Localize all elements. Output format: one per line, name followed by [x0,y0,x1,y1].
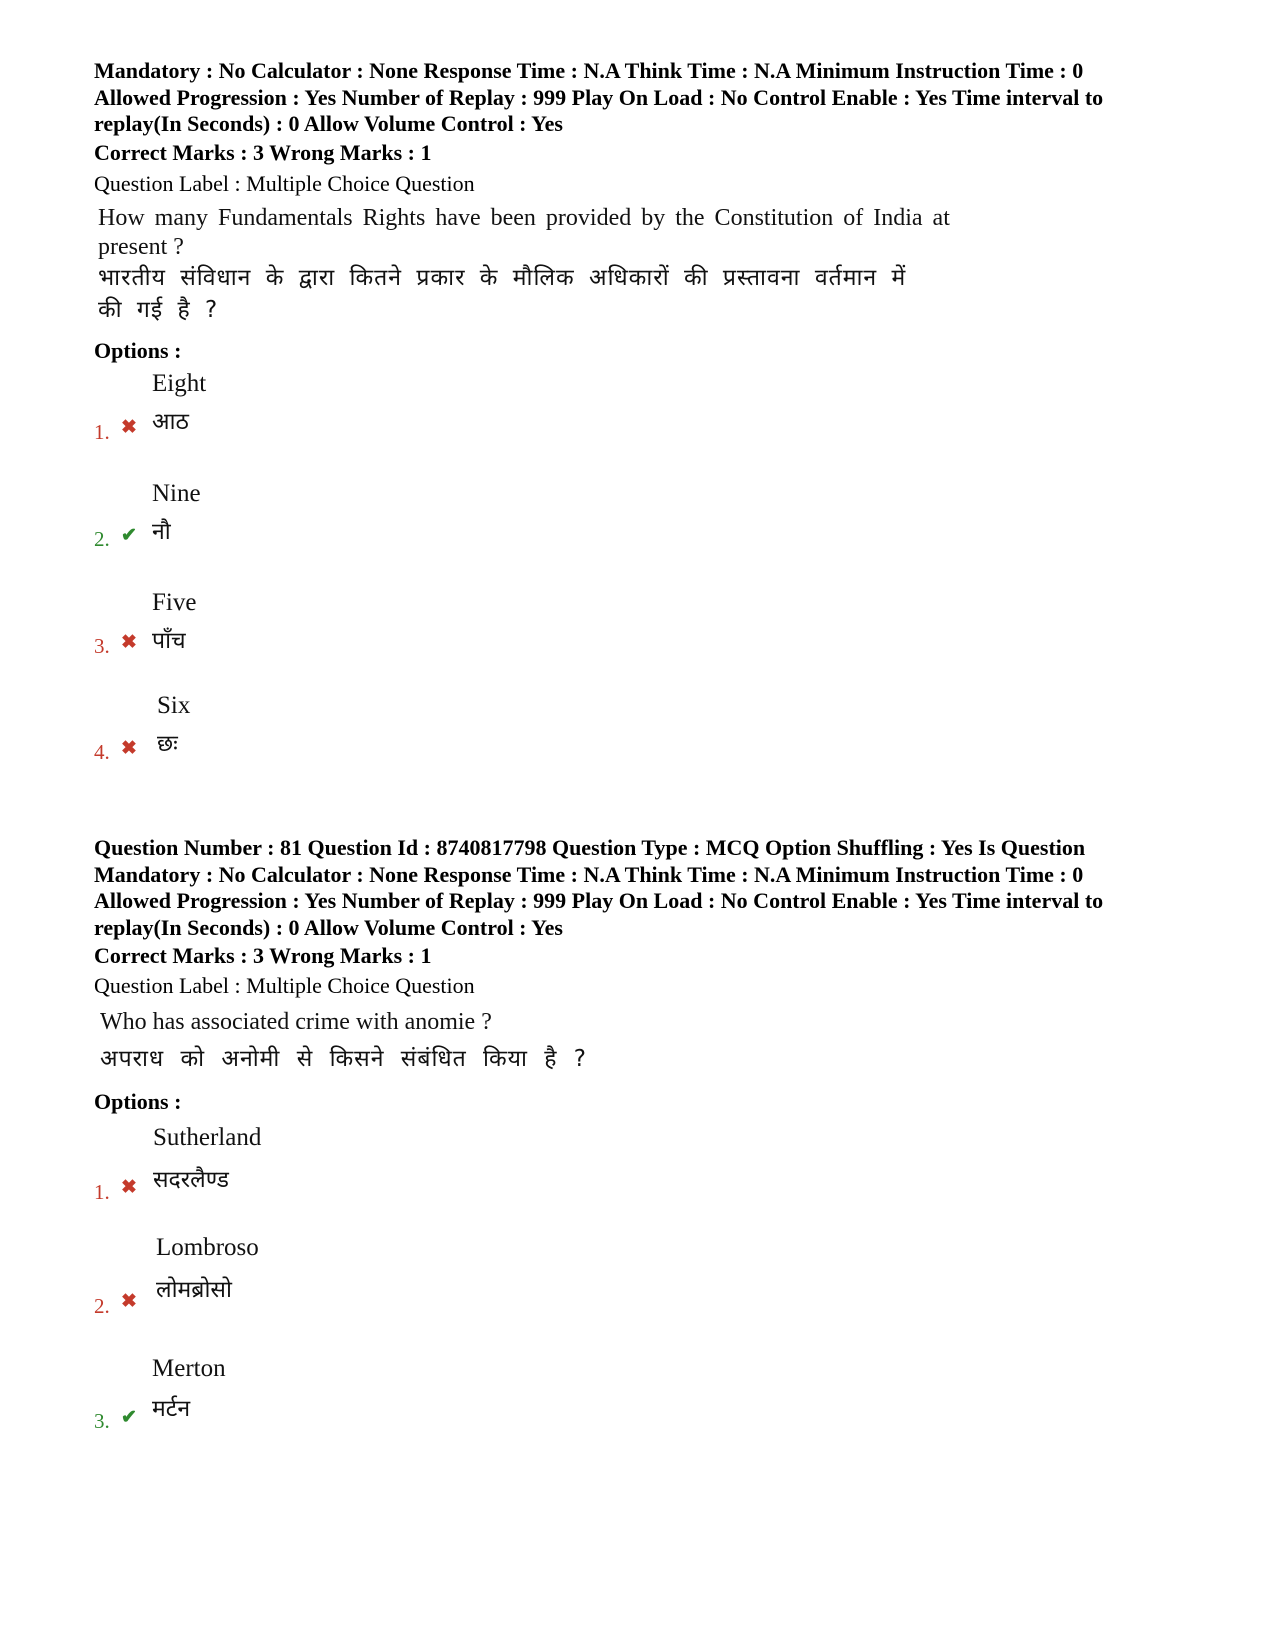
meta-line: Question Number : 81 Question Id : 8740817798 Question Type : MCQ Option Shuffling : Yes Is Question [94,835,1086,860]
question-meta [94,835,1204,941]
option-item[interactable] [94,1124,494,1214]
option-text-en: Merton [152,1355,226,1382]
check-icon: ✔ [121,1407,137,1428]
cross-icon: ✖ [121,632,137,653]
option-number: 3. [94,634,110,658]
cross-icon: ✖ [121,417,137,438]
meta-line: Mandatory : No Calculator : None Response Time : N.A Think Time : N.A Minimum Instruction Time : 0 [94,861,1084,887]
question-text [98,204,1048,325]
meta-line: Mandatory : No Calculator : None Response Time : N.A Think Time : N.A Minimum Instruction Time : 0 [94,58,1084,83]
meta-line: Allowed Progression : Yes Number of Replay : 999 Play On Load : No Control Enable : Yes Time interval to [94,84,1104,110]
option-text-en: Six [157,692,191,719]
question-text [100,1008,1050,1074]
question-text-hi: अपराध को अनोमी से किसने संबंधित किया है ? [100,1046,587,1072]
check-icon: ✔ [121,525,137,546]
option-item[interactable] [94,692,494,782]
options-heading: Options : [94,338,182,363]
option-text-hi: नौ [152,519,171,545]
meta-line: replay(In Seconds) : 0 Allow Volume Control : Yes [94,111,563,136]
question-meta [94,58,1204,138]
marks-info: Correct Marks : 3 Wrong Marks : 1 [94,140,432,165]
option-text-en: Nine [152,480,201,507]
option-item[interactable] [94,1355,494,1445]
cross-icon: ✖ [121,738,137,759]
option-item[interactable] [94,480,494,570]
cross-icon: ✖ [121,1177,137,1198]
option-item[interactable] [94,589,494,679]
meta-line: replay(In Seconds) : 0 Allow Volume Control : Yes [94,914,563,940]
question-text-en: present ? [98,234,184,260]
option-text-hi: आठ [152,409,189,435]
option-text-en: Five [152,589,197,616]
option-text-hi: पाँच [152,628,186,654]
option-item[interactable] [94,370,494,460]
option-number: 2. [94,1294,110,1318]
option-number: 1. [94,1180,110,1204]
options-heading: Options : [94,1089,182,1114]
meta-line: Allowed Progression : Yes Number of Replay : 999 Play On Load : No Control Enable : Yes Time interval to [94,888,1104,913]
question-text-hi: भारतीय संविधान के द्वारा कितने प्रकार के मौलिक अधिकारों की प्रस्तावना वर्तमान में [98,265,907,291]
option-text-hi: लोमब्रोसो [156,1277,232,1303]
option-item[interactable] [94,1234,494,1324]
option-number: 4. [94,740,110,764]
cross-icon: ✖ [121,1291,137,1312]
option-text-hi: छः [157,731,178,757]
question-text-en: Who has associated crime with anomie ? [100,1009,492,1035]
option-number: 2. [94,527,110,551]
option-number: 1. [94,420,110,444]
question-label: Question Label : Multiple Choice Question [94,973,475,998]
option-text-hi: मर्टन [152,1396,191,1422]
option-text-en: Sutherland [153,1124,262,1151]
option-text-en: Eight [152,370,207,397]
option-text-en: Lombroso [156,1234,259,1261]
marks-info: Correct Marks : 3 Wrong Marks : 1 [94,943,432,968]
question-label: Question Label : Multiple Choice Question [94,171,475,196]
option-text-hi: सदरलैण्ड [153,1167,229,1193]
option-number: 3. [94,1409,110,1433]
question-text-en: How many Fundamentals Rights have been provided by the Constitution of India at [98,205,950,231]
question-text-hi: की गई है ? [98,297,219,323]
